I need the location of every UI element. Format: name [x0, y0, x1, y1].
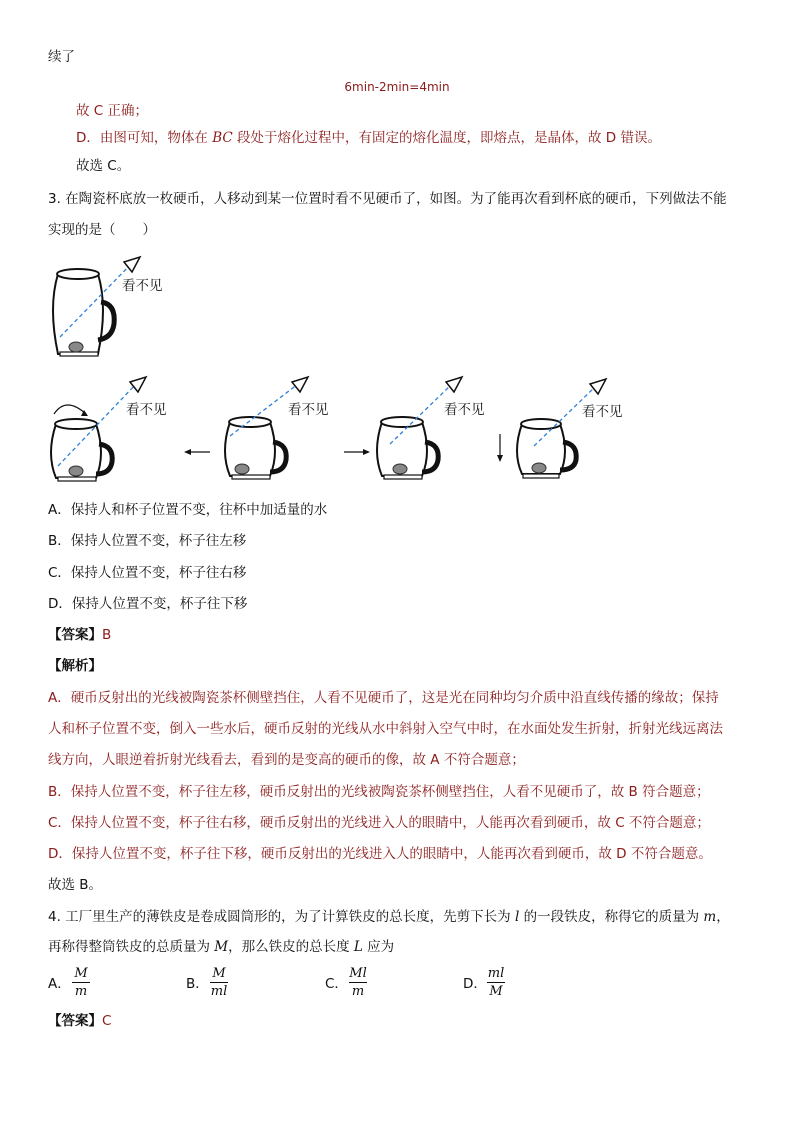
figure-option-b	[180, 374, 340, 489]
cup-rim	[229, 417, 271, 427]
not-visible-label: 看不见	[444, 402, 485, 418]
right-arrowhead	[363, 449, 370, 455]
denominator: M	[489, 984, 503, 999]
cup-base	[232, 475, 270, 479]
q4-stem-line2	[48, 938, 394, 956]
eye-icon	[590, 379, 606, 394]
figure-option-d	[492, 374, 652, 489]
fraction-bar	[72, 982, 90, 983]
coin	[393, 464, 407, 474]
q4-option-d-fraction	[487, 966, 505, 999]
q4-option-b-fraction	[210, 966, 228, 999]
q3-option-c: C．保持人位置不变，杯子往右移	[48, 565, 247, 581]
answer-value: B	[102, 627, 112, 643]
time-formula: 6min-2min=4min	[344, 80, 450, 94]
q4-stem1-c: ，	[716, 909, 730, 925]
cup-base	[60, 352, 98, 356]
analysis-line-4: B．保持人位置不变，杯子往左移，硬币反射出的光线被陶瓷茶杯侧壁挡住，人看不见硬币了，故 B 符合题意；	[48, 784, 710, 800]
not-visible-label: 看不见	[288, 402, 329, 418]
eye-icon	[130, 377, 146, 392]
coin	[235, 464, 249, 474]
denominator: ml	[210, 984, 228, 999]
coin	[69, 466, 83, 476]
denominator: m	[74, 984, 88, 999]
q4-stem-line1	[48, 908, 730, 926]
denominator: m	[351, 984, 365, 999]
analysis-line-5: C．保持人位置不变，杯子往右移，硬币反射出的光线进入人的眼睛中，人能再次看到硬币，故 C 不符合题意；	[48, 815, 710, 831]
var-L: L	[353, 939, 363, 955]
figure-option-c	[340, 374, 500, 489]
q4-stem2-c: 应为	[362, 939, 395, 955]
numerator: M	[212, 966, 226, 981]
down-arrowhead	[497, 455, 503, 462]
q3-stem-line2: 实现的是（ ）	[48, 222, 156, 238]
answer-value: C	[102, 1013, 112, 1029]
numerator: Ml	[349, 966, 367, 981]
eye-icon	[292, 377, 308, 392]
q3-analysis-tag: 【解析】	[48, 658, 102, 674]
q4-option-a-fraction	[72, 966, 90, 999]
numerator: ml	[487, 966, 505, 981]
q4-option-c-fraction	[349, 966, 367, 999]
fraction-bar	[487, 982, 505, 983]
var-l: l	[514, 909, 520, 925]
numerator: M	[74, 966, 88, 981]
analysis-line-6: D．保持人位置不变，杯子往下移，硬币反射出的光线进入人的眼睛中，人能再次看到硬币，故 D 不符合题意。	[48, 846, 712, 862]
q3-main-figure	[46, 252, 186, 362]
q4-stem2-a: 再称得整筒铁皮的总质量为	[48, 939, 215, 955]
q4-option-b-label: B．	[186, 976, 209, 992]
eye-icon	[446, 377, 462, 392]
q3-option-a: A．保持人和杯子位置不变，往杯中加适量的水	[48, 502, 328, 518]
cup-rim	[521, 419, 561, 429]
left-arrowhead	[184, 449, 191, 455]
q3-answer-line	[48, 626, 111, 644]
q4-option-d-label: D．	[463, 976, 487, 992]
not-visible-label: 看不见	[126, 402, 167, 418]
analysis-line-2: 人和杯子位置不变，倒入一些水后，硬币反射的光线从水中斜射入空气中时，在水面处发生折射，折射光线远离法	[48, 721, 723, 737]
analysis-line-3: 线方向，人眼逆着折射光线看去，看到的是变高的硬币的像，故 A 不符合题意；	[48, 752, 525, 768]
q3-option-d: D．保持人位置不变，杯子往下移	[48, 596, 248, 612]
q4-stem2-b: ，那么铁皮的总长度	[228, 939, 354, 955]
q3-option-b: B．保持人位置不变，杯子往左移	[48, 533, 247, 549]
d-analysis-line	[76, 129, 661, 147]
analysis-choose-line: 故选 B。	[48, 877, 103, 893]
figure-option-a	[44, 374, 184, 489]
fraction-bar	[349, 982, 367, 983]
segment-bc: BC	[212, 130, 233, 146]
choose-c-line: 故选 C。	[76, 158, 131, 174]
answer-tag: 【答案】	[48, 627, 102, 643]
q3-stem-line1: 3. 在陶瓷杯底放一枚硬币，人移动到某一位置时看不见硬币了，如图。为了能再次看到杯底的硬币，下列做法不能	[48, 191, 727, 207]
coin	[69, 342, 83, 352]
q4-stem1-a: 4. 工厂里生产的薄铁皮是卷成圆筒形的，为了计算铁皮的总长度，先剪下长为	[48, 909, 515, 925]
pour-arrow	[54, 405, 86, 414]
cup-base	[523, 474, 559, 478]
coin	[532, 463, 546, 473]
continuation-text: 续了	[48, 49, 75, 65]
eye-icon	[124, 257, 140, 272]
not-visible-label: 看不见	[582, 404, 623, 420]
cup-rim	[57, 269, 99, 279]
d-analysis-text-b: 段处于熔化过程中，有固定的熔化温度，即熔点，是晶体，故 D 错误。	[232, 130, 661, 146]
cup-base	[58, 477, 96, 481]
var-m: m	[703, 909, 717, 925]
q4-stem1-b: 的一段铁皮，称得它的质量为	[519, 909, 704, 925]
not-visible-label: 看不见	[122, 278, 163, 294]
d-analysis-text-a: D．由图可知，物体在	[76, 130, 213, 146]
cup-body	[225, 422, 275, 476]
cup-base	[384, 475, 422, 479]
analysis-line-1: A．硬币反射出的光线被陶瓷茶杯侧壁挡住，人看不见硬币了，这是光在同种均匀介质中沿直线传播的缘故；保持	[48, 690, 719, 706]
q4-option-a-label: A．	[48, 976, 71, 992]
c-correct-line: 故 C 正确；	[76, 103, 149, 119]
q4-answer-line	[48, 1012, 111, 1030]
var-M: M	[214, 939, 229, 955]
cup-rim	[55, 419, 97, 429]
answer-tag: 【答案】	[48, 1013, 102, 1029]
fraction-bar	[210, 982, 228, 983]
q4-option-c-label: C．	[325, 976, 348, 992]
